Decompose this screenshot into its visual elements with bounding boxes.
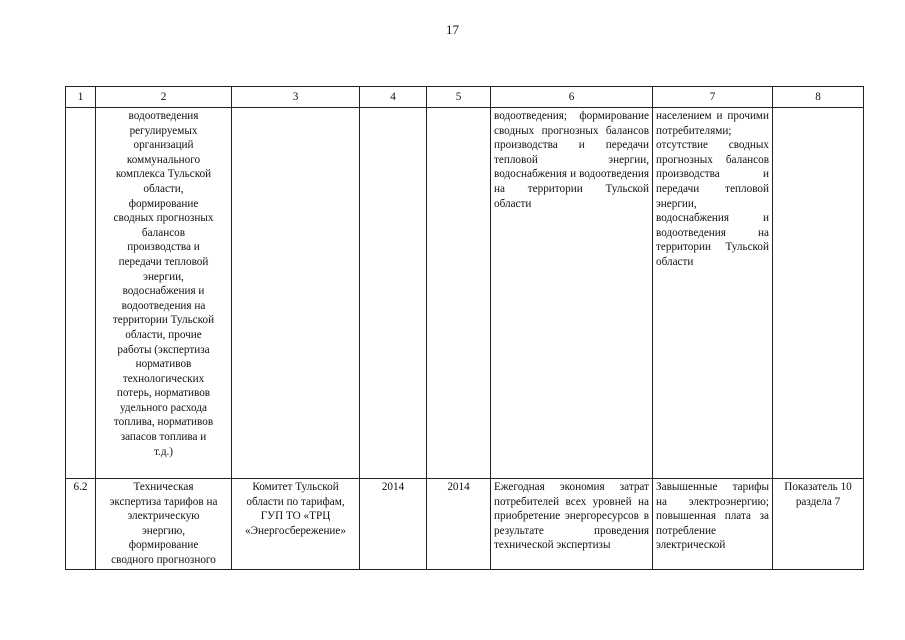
page-number: 17 xyxy=(446,22,459,37)
cell-indicator: Показатель 10 раздела 7 xyxy=(773,479,864,570)
cell-start-year xyxy=(360,108,427,479)
header-row xyxy=(66,87,864,108)
cell-consequences: населением и прочими потребителями; отсутствие сводных прогнозных балансов производства и передачи тепловой энергии, водоснабжения и водоотведения на территории Тульской области xyxy=(653,108,773,479)
cell-measure-name: водоотведения регулируемых организаций коммунального комплекса Тульской области, формирование сводных прогнозных балансов производства и передачи тепловой энергии, водоснабжения и водоотведения на территории Тульской области, прочие работы (экспертиза нормативов технологических потерь, нормативов удельного расхода топлива, нормативов запасов топлива и т.д.) xyxy=(96,108,232,479)
cell-num xyxy=(66,108,96,479)
header-col-4: 4 xyxy=(360,87,427,108)
header-col-1: 1 xyxy=(66,87,96,108)
table-row-6-2 xyxy=(66,479,864,570)
header-col-7: 7 xyxy=(653,87,773,108)
cell-end-year: 2014 xyxy=(427,479,491,570)
table-row-continuation xyxy=(66,108,864,479)
cell-indicator xyxy=(773,108,864,479)
cell-measure-name: Техническая экспертиза тарифов на электрическую энергию, формирование сводного прогнозного xyxy=(96,479,232,570)
header-col-2: 2 xyxy=(96,87,232,108)
header-col-5: 5 xyxy=(427,87,491,108)
cell-expected-result: Ежегодная экономия затрат потребителей всех уровней на приобретение энергоресурсов в результате проведения технической экспертизы xyxy=(491,479,653,570)
cell-consequences: Завышенные тарифы на электроэнергию; повышенная плата за потребление электрической xyxy=(653,479,773,570)
cell-end-year xyxy=(427,108,491,479)
header-col-8: 8 xyxy=(773,87,864,108)
header-col-3: 3 xyxy=(232,87,360,108)
cell-num: 6.2 xyxy=(66,479,96,570)
cell-executor: Комитет Тульской области по тарифам, ГУП ТО «ТРЦ «Энергосбережение» xyxy=(232,479,360,570)
cell-start-year: 2014 xyxy=(360,479,427,570)
cell-executor xyxy=(232,108,360,479)
header-col-6: 6 xyxy=(491,87,653,108)
cell-expected-result: водоотведения; формирование сводных прогнозных балансов производства и передачи тепловой энергии, водоснабжения и водоотведения на территории Тульской области xyxy=(491,108,653,479)
measures-table xyxy=(65,86,864,570)
